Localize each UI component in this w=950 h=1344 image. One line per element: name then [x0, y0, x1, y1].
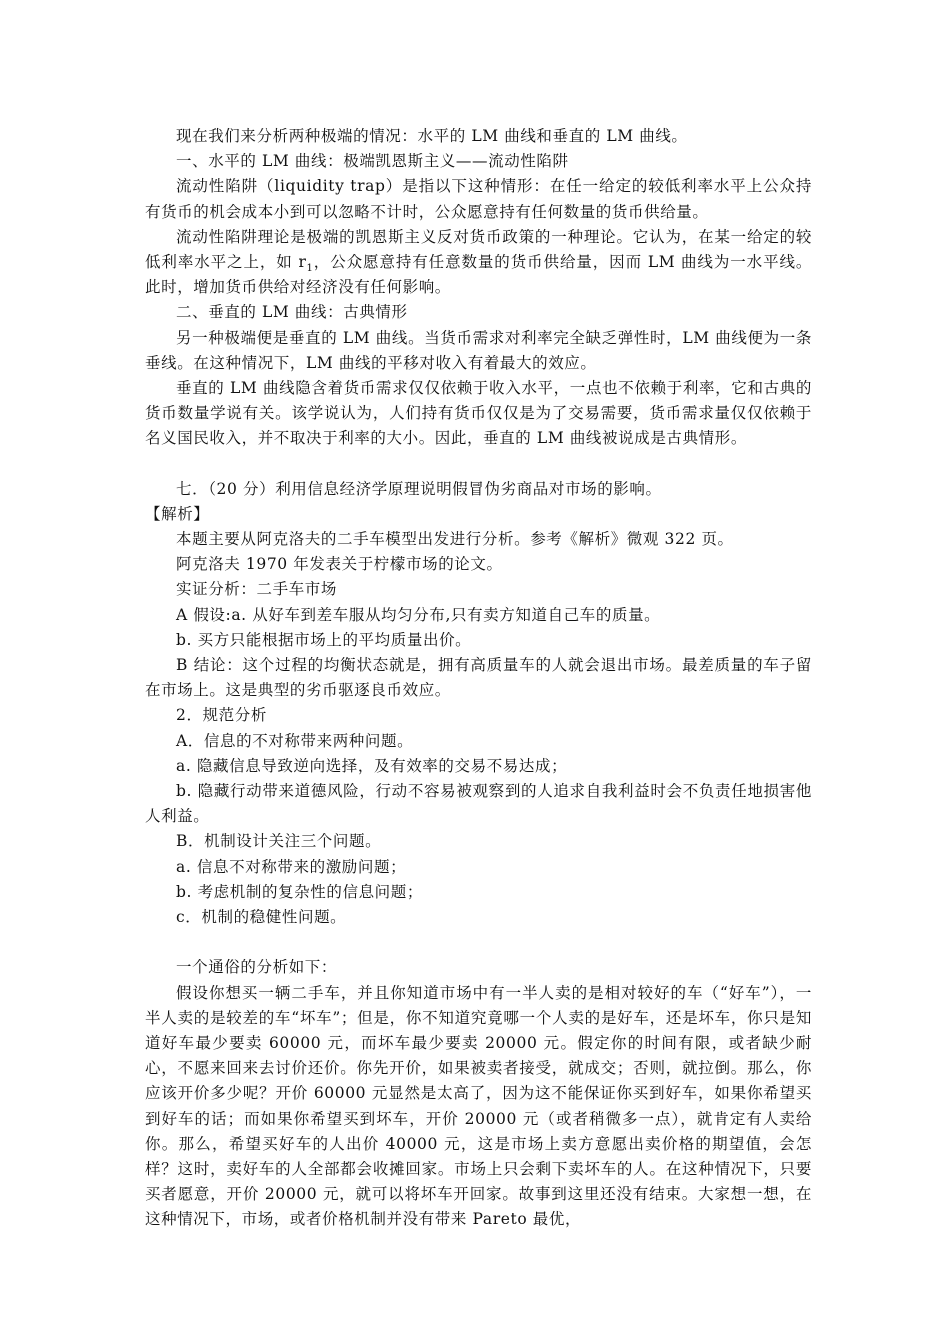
section-heading-horizontal-lm: 一、水平的 LM 曲线：极端凯恩斯主义——流动性陷阱 — [176, 152, 569, 171]
analysis-line: 阿克洛夫 1970 年发表关于柠檬市场的论文。 — [176, 555, 503, 574]
analysis-line: b. 买方只能根据市场上的平均质量出价。 — [176, 630, 472, 649]
lm-intro: 现在我们来分析两种极端的情况：水平的 LM 曲线和垂直的 LM 曲线。 — [176, 127, 688, 145]
analysis-line: A 假设:a. 从好车到差车服从均匀分布,只有卖方知道自己车的质量。 — [176, 605, 661, 624]
popular-analysis-intro: 一个通俗的分析如下： — [176, 958, 338, 977]
vertical-lm-paragraph: 另一种极端便是垂直的 LM 曲线。当货币需求对利率完全缺乏弹性时，LM 曲线便为一条垂线。在这种情况下，LM 曲线的平移对收入有着最大的效应。 — [145, 328, 812, 372]
analysis-line: A．信息的不对称带来两种问题。 — [176, 731, 414, 750]
analysis-line: B 结论：这个过程的均衡状态就是，拥有高质量车的人就会退出市场。最差质量的车子留在市场上。这是典型的劣币驱逐良币效应。 — [145, 656, 812, 700]
analysis-label: 【解析】 — [145, 504, 210, 523]
analysis-line: 本题主要从阿克洛夫的二手车模型出发进行分析。参考《解析》微观 322 页。 — [176, 530, 734, 549]
analysis-line: 2．规范分析 — [176, 706, 267, 725]
used-car-story-paragraph: 假设你想买一辆二手车，并且你知道市场中有一半人卖的是相对较好的车（“好车”），一半人卖的是较差的车“坏车”；但是，你不知道究竟哪一个人卖的是好车，还是坏车，你只是知道好车最少要卖 60000 元，而坏车最少要卖 20000 元。假定你的时间有限，或者缺少耐心，不愿来回来去讨价还价。你先开价，如果被卖者接受，就成交；否则，就拉倒。那么，你应该开价多少呢？开价 60000 元显然是太高了，因为这不能保证你买到好车，如果你希望买到好车的话；而如果你希望买到坏车，开价 20000 元（或者稍微多一点），就肯定有人卖给你。那么，希望买好车的人出价 40000 元，这是市场上卖方意愿出卖价格的期望值，会怎样？这时，卖好车的人全部都会收摊回家。市场上只会剩下卖坏车的人。在这种情况下，只要买者愿意，开价 20000 元，就可以将坏车开回家。故事到这里还没有结束。大家想一想，在这种情况下，市场，或者价格机制并没有带来 Pareto 最优， — [145, 983, 812, 1229]
r-subscript: 1 — [306, 263, 314, 275]
p2-text-b: ，公众愿意持有任意数量的货币供给量，因而 LM 曲线为一水平线。此时，增加货币供给对经济没有任何影响。 — [145, 253, 812, 297]
analysis-line: 实证分析：二手车市场 — [176, 580, 338, 599]
analysis-line: c．机制的稳健性问题。 — [176, 908, 347, 927]
section-heading-vertical-lm: 二、垂直的 LM 曲线：古典情形 — [176, 303, 408, 322]
analysis-line: b. 考虑机制的复杂性的信息问题； — [176, 882, 423, 901]
question-seven: 七．（20 分）利用信息经济学原理说明假冒伪劣商品对市场的影响。 — [176, 479, 662, 498]
p2-text-a: 流动性陷阱理论是极端的凯恩斯主义反对货币政策的一种理论。它认为，在某一给定的较低利率水平之上，如 r — [145, 227, 812, 272]
classical-case-paragraph: 垂直的 LM 曲线隐含着货币需求仅仅依赖于收入水平，一点也不依赖于利率，它和古典的货币数量学说有关。该学说认为，人们持有货币仅仅是为了交易需要，货币需求量仅仅依赖于名义国民收入，并不取决于利率的大小。因此，垂直的 LM 曲线被说成是古典情形。 — [145, 379, 812, 448]
analysis-line: a. 信息不对称带来的激励问题； — [176, 857, 407, 876]
document-body — [145, 124, 812, 1233]
analysis-line: b. 隐藏行动带来道德风险，行动不容易被观察到的人追求自我利益时会不负责任地损害他人利益。 — [145, 782, 812, 826]
liquidity-trap-theory-paragraph — [145, 225, 812, 301]
analysis-line: a. 隐藏信息导致逆向选择，及有效率的交易不易达成； — [176, 756, 568, 775]
analysis-line: B．机制设计关注三个问题。 — [176, 832, 382, 851]
liquidity-trap-paragraph: 流动性陷阱（liquidity trap）是指以下这种情形：在任一给定的较低利率水平上公众持有货币的机会成本小到可以忽略不计时，公众愿意持有任何数量的货币供给量。 — [145, 177, 812, 221]
